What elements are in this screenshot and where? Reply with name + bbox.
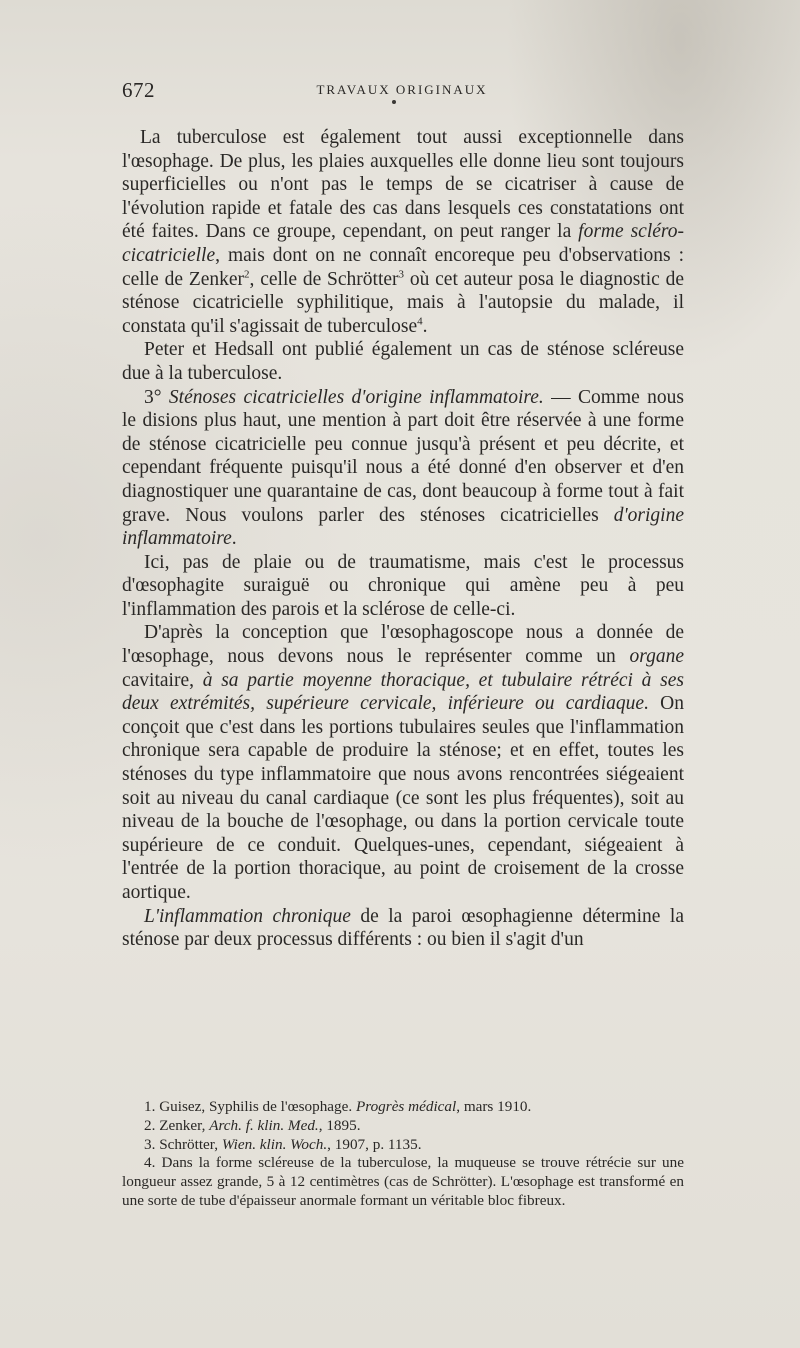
text-run: , 1907, p. 1135. <box>327 1135 422 1153</box>
text-run: cavitaire, <box>122 669 203 691</box>
text-run: , celle de Schrötter <box>249 268 399 290</box>
text-run: où cet auteur posa le diagnostic de sténose cicatricielle syphilitique, mais à l'autopsie du malade, il constata qu'il s'agissait de tuberculose <box>122 268 685 337</box>
section-title: Sténoses cicatricielles d'origine inflammatoire. <box>168 386 544 408</box>
text-run: 3. Schrötter, <box>144 1135 222 1153</box>
italic-term: d'origine inflammatoire <box>122 504 684 550</box>
header-dot-ornament <box>392 100 396 104</box>
text-run: 1. Guisez, Syphilis de l'œsophage. <box>144 1098 356 1115</box>
paragraph-peter-hedsall: Peter et Hedsall ont publié également un cas de sténose scléreuse due à la tuberculose. <box>122 339 684 384</box>
footnote-ref-3: 3 <box>398 268 405 281</box>
italic-term: L'inflammation chronique <box>144 905 351 927</box>
running-head: TRAVAUX ORIGINAUX <box>316 82 488 97</box>
italic-term: organe <box>629 646 684 668</box>
text-run: On conçoit que c'est dans les portions tubulaires seules que l'inflammation chronique sera capable de produire la sténose; et en effet, toutes les sténoses du type inflammatoire que nous avons rencontrées siégeaient soit au niveau du canal cardiaque (ce sont les plus fréquentes), soit au niveau de la bouche de l'œsophage, ou dans la portion cervicale toute supérieure de ce conduit. Quelques-unes, cependant, siégeaient à l'entrée de la portion thoracique, au point de croisement de la crosse aortique. <box>122 693 684 903</box>
text-run: — Comme nous le disions plus haut, une mention à part doit être réservée à une forme de sténose cicatricielle peu connue jusqu'à présent et peu décrite, et cependant fréquente puisqu'il nous a été donné d'en observer et d'en diagnostiquer une quarantaine de cas, dont beaucoup à forme tout à fait grave. Nous voulons parler des sténoses cicatricielles <box>122 386 684 526</box>
section-number: 3° <box>144 386 169 408</box>
paragraph-inflammation-chronique <box>122 905 684 952</box>
paragraph-oesophagite: Ici, pas de plaie ou de traumatisme, mais c'est le processus d'œsophagite suraiguë ou chronique qui amène peu à peu l'inflammation des parois et la sclérose de celle-ci. <box>122 551 684 620</box>
footnote-4: 4. Dans la forme scléreuse de la tuberculose, la muqueuse se trouve rétrécie sur une longueur assez grande, 5 à 12 centimètres (cas de Schrötter). L'œsophage est transformé en une sorte de tube d'épaisseur anormale formant un véritable bloc fibreux. <box>122 1154 684 1209</box>
footnote-3 <box>122 1136 684 1155</box>
italic-term: forme scléro-cicatricielle <box>122 221 684 266</box>
text-run: . <box>231 528 237 550</box>
journal-title: Progrès médical <box>355 1098 457 1115</box>
footnote-2 <box>122 1117 684 1136</box>
journal-title: Wien. klin. Woch. <box>221 1135 328 1153</box>
text-run: , mais dont on ne connaît encoreque peu d'observations : celle de Zenker <box>122 244 684 290</box>
text-run: de la paroi œsophagienne détermine la sténose par deux processus différents : ou bien il s'agit d'un <box>122 905 684 951</box>
footnote-1 <box>122 1098 684 1117</box>
paragraph-stenoses-inflammatoires <box>122 386 684 551</box>
main-text <box>122 126 684 952</box>
text-run: . <box>422 315 428 337</box>
journal-title: Arch. f. klin. Med. <box>209 1116 319 1134</box>
text-run: La tuberculose est également tout aussi exceptionnelle dans l'œsophage. De plus, les plaies auxquelles elle donne lieu sont toujours superficielles ou n'ont pas le temps de se cicatriser à cause de l'évolution rapide et fatale des cas dans lesquels ces constatations ont été faites. Dans ce groupe, cependant, on peut ranger la <box>122 127 684 243</box>
page-number: 672 <box>122 78 155 102</box>
footnotes <box>122 1098 684 1211</box>
text-run: D'après la conception que l'œsophagoscope nous a donnée de l'œsophage, nous devons nous le représenter comme un <box>122 622 684 668</box>
footnote-ref-4: 4 <box>417 315 423 328</box>
paragraph-oesophagoscope <box>122 621 684 904</box>
footnote-ref-2: 2 <box>244 268 250 281</box>
paragraph-tuberculose <box>122 126 684 338</box>
text-run: , 1895. <box>318 1116 361 1134</box>
text-run: 2. Zenker, <box>144 1116 210 1134</box>
text-run: , mars 1910. <box>456 1098 532 1115</box>
page-header <box>122 78 682 102</box>
italic-term: à sa partie moyenne thoracique, et tubulaire rétréci à ses deux extrémités, supérieure cervicale, inférieure ou cardiaque. <box>122 669 684 715</box>
